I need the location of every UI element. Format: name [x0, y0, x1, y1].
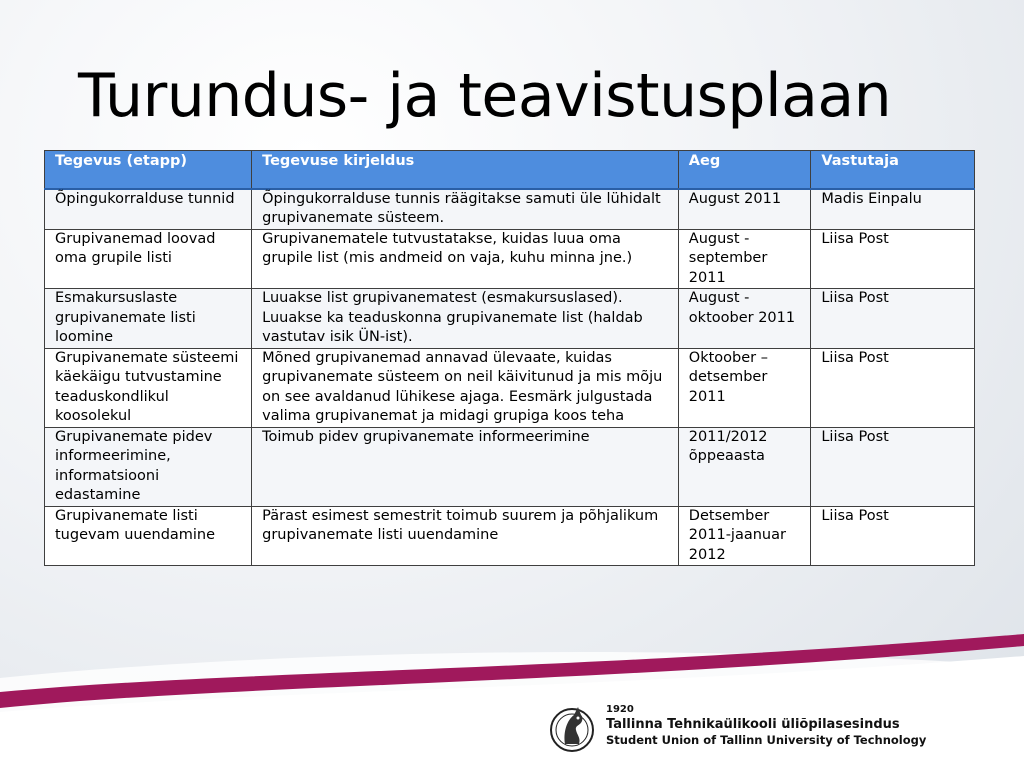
- time-cell: August - oktoober 2011: [678, 289, 811, 349]
- time-cell: 2011/2012 õppeaasta: [678, 427, 811, 506]
- footer-name-estonian: Tallinna Tehnikaülikooli üliõpilasesindus: [606, 717, 900, 732]
- table-row: [45, 506, 975, 566]
- responsible-cell: Liisa Post: [811, 289, 975, 349]
- activity-cell: Grupivanemad loovad oma grupile listi: [45, 229, 252, 289]
- table-row: [45, 348, 975, 427]
- description-cell: Mõned grupivanemad annavad ülevaate, kuidas grupivanemate süsteem on neil käivitunud ja mis mõju on see avaldanud lühikese ajaga. Eesmärk julgustada valima grupivanemat ja midagi grupiga koos teha: [252, 348, 679, 427]
- responsible-cell: Madis Einpalu: [811, 189, 975, 230]
- description-cell: Grupivanematele tutvustatakse, kuidas luua oma grupile list (mis andmeid on vaja, kuhu minna jne.): [252, 229, 679, 289]
- footer-name-english: Student Union of Tallinn University of Technology: [606, 733, 927, 747]
- time-cell: August 2011: [678, 189, 811, 230]
- responsible-cell: Liisa Post: [811, 229, 975, 289]
- student-union-emblem-icon: [548, 700, 600, 756]
- responsible-cell: Liisa Post: [811, 506, 975, 566]
- table-row: [45, 427, 975, 506]
- responsible-cell: Liisa Post: [811, 427, 975, 506]
- description-cell: Õpingukorralduse tunnis räägitakse samuti üle lühidalt grupivanemate süsteem.: [252, 189, 679, 230]
- responsible-cell: Liisa Post: [811, 348, 975, 427]
- header-cell-time: Aeg: [678, 151, 811, 189]
- description-cell: Pärast esimest semestrit toimub suurem ja põhjalikum grupivanemate listi uuendamine: [252, 506, 679, 566]
- activity-cell: Grupivanemate pidev informeerimine, informatsiooni edastamine: [45, 427, 252, 506]
- header-cell-responsible: Vastutaja: [811, 151, 975, 189]
- slide-title: Turundus- ja teavistusplaan: [78, 61, 892, 131]
- activity-cell: Õpingukorralduse tunnid: [45, 189, 252, 230]
- description-cell: Toimub pidev grupivanemate informeerimine: [252, 427, 679, 506]
- table-row: [45, 189, 975, 230]
- table-header-row: [45, 151, 975, 189]
- table-row: [45, 229, 975, 289]
- footer-organization: [606, 703, 926, 748]
- plan-table: [44, 150, 975, 566]
- activity-cell: Esmakursuslaste grupivanemate listi loomine: [45, 289, 252, 349]
- header-cell-description: Tegevuse kirjeldus: [252, 151, 679, 189]
- time-cell: August - september 2011: [678, 229, 811, 289]
- description-cell: Luuakse list grupivanematest (esmakursuslased). Luuakse ka teaduskonna grupivanemate list (haldab vastutav isik ÜN-ist).: [252, 289, 679, 349]
- time-cell: Detsember 2011-jaanuar 2012: [678, 506, 811, 566]
- table-row: [45, 289, 975, 349]
- activity-cell: Grupivanemate süsteemi käekäigu tutvustamine teaduskondlikul koosolekul: [45, 348, 252, 427]
- footer-year: 1920: [606, 704, 634, 715]
- time-cell: Oktoober – detsember 2011: [678, 348, 811, 427]
- header-cell-activity: Tegevus (etapp): [45, 151, 252, 189]
- activity-cell: Grupivanemate listi tugevam uuendamine: [45, 506, 252, 566]
